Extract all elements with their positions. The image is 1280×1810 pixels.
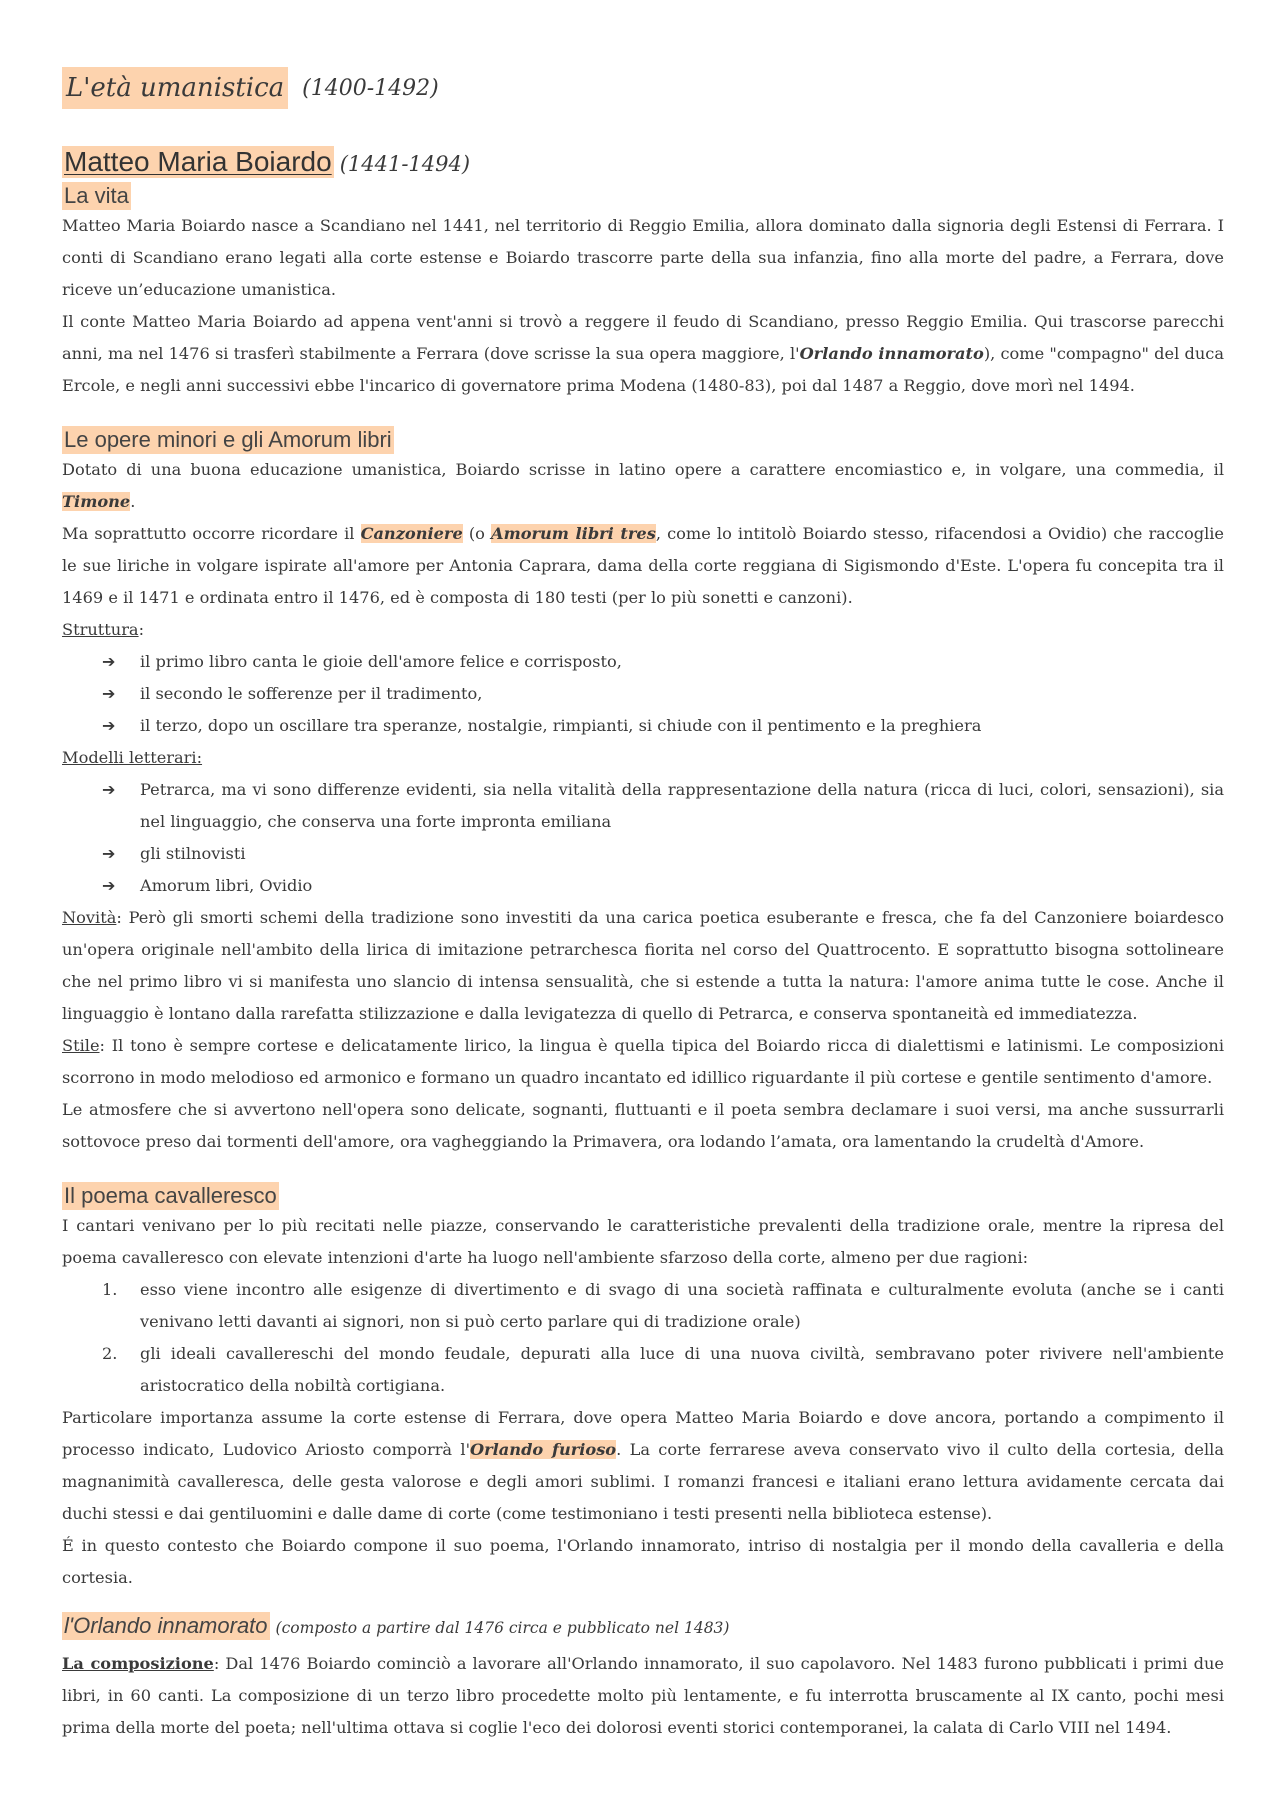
list-item bbox=[62, 710, 1224, 742]
document-page bbox=[62, 58, 1224, 1744]
orlando-heading-row bbox=[62, 1612, 1224, 1640]
opere-paragraph-1 bbox=[62, 454, 1224, 518]
list-item bbox=[62, 774, 1224, 838]
list-item-text: gli stilnovisti bbox=[140, 844, 246, 863]
section-poema bbox=[62, 1182, 1224, 1594]
text-span: . bbox=[130, 492, 136, 511]
list-item-text: il primo libro canta le gioie dell'amore felice e corrisposto, bbox=[140, 652, 622, 671]
composizione-label: La composizione bbox=[62, 1654, 214, 1673]
arrow-icon: ➔ bbox=[102, 716, 116, 735]
list-item-text: gli ideali cavallereschi del mondo feudale, depurati alla luce di una nuova civiltà, sembravano poter rivivere nell'ambiente aristocratico della nobiltà cortigiana. bbox=[140, 1344, 1224, 1395]
arrow-icon: ➔ bbox=[102, 876, 116, 895]
work-title-orlando-innamorato: Orlando innamorato bbox=[799, 344, 984, 363]
struttura-label-line bbox=[62, 614, 1224, 646]
section-heading-poema: Il poema cavalleresco bbox=[64, 1183, 277, 1208]
text-span: Il conte Matteo Maria Boiardo ad appena vent'anni si trovò a reggere il feudo di Scandiano, presso Reggio Emilia. Qui trascorse parecchi anni, ma nel 1476 si trasferì stabilmente a Ferrara (dove scrisse la sua opera maggiore, l' bbox=[62, 312, 1224, 363]
stile-paragraph bbox=[62, 1030, 1224, 1094]
author-name: Matteo Maria Boiardo bbox=[64, 146, 332, 177]
section-opere bbox=[62, 426, 1224, 1158]
poema-paragraph-1: I cantari venivano per lo più recitati nelle piazze, conservando le caratteristiche prevalenti della tradizione orale, mentre la ripresa del poema cavalleresco con elevate intenzioni d'arte ha luogo nell'ambiente sfarzoso della corte, almeno per due ragioni: bbox=[62, 1216, 1224, 1267]
novita-label: Novità bbox=[62, 908, 117, 927]
struttura-list bbox=[62, 646, 1224, 742]
text-span: Dotato di una buona educazione umanistica, Boiardo scrisse in latino opere a carattere encomiastico e, in volgare, una commedia, il bbox=[62, 460, 1224, 479]
text-span: Particolare importanza assume la corte estense di Ferrara, dove opera Matteo Maria Boiardo e dove ancora, portando a compimento il processo indicato, Ludovico Ariosto comporrà l' bbox=[62, 1408, 1224, 1459]
list-number: 2. bbox=[102, 1344, 118, 1363]
text-span: : Però gli smorti schemi della tradizione sono investiti da una carica poetica esuberante e fresca, che fa del Canzoniere boiardesco un'opera originale nell'ambito della lirica di imitazione petrarchesca fiorita nel corso del Quattrocento. E soprattutto bisogna sottolineare che nel primo libro vi si manifesta uno slancio di intensa sensualità, che si estende a tutta la natura: l'amore anima tutte le cose. Anche il linguaggio è lontano dalla rarefatta stilizzazione e dalla levigatezza di quello di Petrarca, e conserva spontaneità ed immediatezza. bbox=[62, 908, 1224, 1023]
list-item-text: esso viene incontro alle esigenze di divertimento e di svago di una società raffinata e culturalmente evoluta (anche se i canti venivano letti davanti ai signori, non si può certo parlare qui di tradizione orale) bbox=[140, 1280, 1224, 1331]
author-dates: (1441-1494) bbox=[339, 152, 471, 176]
orlando-subtitle: (composto a partire dal 1476 circa e pubblicato nel 1483) bbox=[275, 1619, 730, 1637]
list-item-text: il terzo, dopo un oscillare tra speranze, nostalgie, rimpianti, si chiude con il pentimento e la preghiera bbox=[140, 716, 982, 735]
section-vita bbox=[62, 182, 1224, 402]
arrow-icon: ➔ bbox=[102, 844, 116, 863]
text-span: : bbox=[138, 620, 145, 639]
stile-label: Stile bbox=[62, 1036, 100, 1055]
list-item bbox=[62, 1338, 1224, 1402]
struttura-label: Struttura bbox=[62, 620, 139, 639]
list-item bbox=[62, 678, 1224, 710]
text-span: : Dal 1476 Boiardo cominciò a lavorare all'Orlando innamorato, il suo capolavoro. Nel 1483 furono pubblicati i primi due libri, in 60 canti. La composizione di un terzo libro procedette molto più lentamente, e fu interrotta bruscamente al IX canto, pochi mesi prima della morte del poeta; nell'ultima ottava si coglie l'eco dei dolorosi eventi storici contemporanei, la calata di Carlo VIII nel 1494. bbox=[62, 1654, 1224, 1737]
arrow-icon: ➔ bbox=[102, 684, 116, 703]
section-heading-orlando: l'Orlando innamorato bbox=[64, 1613, 268, 1638]
text-span: . La corte ferrarese aveva conservato vivo il culto della cortesia, della magnanimità cavalleresca, delle gesta valorose e degli amori sublimi. I romanzi francesi e italiani erano lettura avidamente cercata dai duchi stessi e dai gentiluomini e dalle dame di corte (come testimoniano i testi presenti nella biblioteca estense). bbox=[62, 1440, 1225, 1523]
poema-paragraph-2 bbox=[62, 1402, 1224, 1530]
vita-paragraph-2 bbox=[62, 306, 1224, 402]
list-item-text: Amorum libri, Ovidio bbox=[140, 876, 313, 895]
opere-paragraph-2 bbox=[62, 518, 1224, 614]
work-title-timone: Timone bbox=[62, 492, 131, 511]
work-title-canzoniere: Canzoniere bbox=[360, 524, 463, 543]
page-title-dates: (1400-1492) bbox=[302, 75, 439, 101]
list-number: 1. bbox=[102, 1280, 118, 1299]
list-item bbox=[62, 838, 1224, 870]
text-span: : Il tono è sempre cortese e delicatamente lirico, la lingua è quella tipica del Boiardo ricca di dialettismi e latinismi. Le composizioni scorrono in modo melodioso ed armonico e formano un quadro incantato ed idillico riguardante il più cortese e gentile sentimento d'amore. bbox=[62, 1036, 1224, 1087]
list-item bbox=[62, 870, 1224, 902]
list-item bbox=[62, 646, 1224, 678]
list-item-text: il secondo le sofferenze per il tradimento, bbox=[140, 684, 483, 703]
modelli-list bbox=[62, 774, 1224, 902]
poema-paragraph-3: É in questo contesto che Boiardo compone il suo poema, l'Orlando innamorato, intriso di nostalgia per il mondo della cavalleria e della cortesia. bbox=[62, 1536, 1224, 1587]
composizione-paragraph bbox=[62, 1648, 1224, 1744]
author-heading bbox=[62, 146, 1224, 178]
work-title-amorum-libri: Amorum libri tres bbox=[491, 524, 656, 543]
page-title: L'età umanistica bbox=[62, 67, 288, 109]
modelli-label: Modelli letterari: bbox=[62, 748, 203, 767]
novita-paragraph bbox=[62, 902, 1224, 1030]
arrow-icon: ➔ bbox=[102, 780, 116, 799]
ragioni-list bbox=[62, 1274, 1224, 1402]
section-heading-vita: La vita bbox=[64, 183, 129, 208]
list-item-text: Petrarca, ma vi sono differenze evidenti, sia nella vitalità della rappresentazione della natura (ricca di luci, colori, sensazioni), sia nel linguaggio, che conserva una forte impronta emiliana bbox=[140, 780, 1224, 831]
list-item bbox=[62, 1274, 1224, 1338]
section-orlando bbox=[62, 1612, 1224, 1744]
text-span: , come lo intitolò Boiardo stesso, rifacendosi a Ovidio) che raccoglie le sue liriche in volgare ispirate all'amore per Antonia Caprara, dama della corte reggiana di Sigismondo d'Este. L'opera fu concepita tra il 1469 e il 1471 e ordinata entro il 1476, ed è composta di 180 testi (per lo più sonetti e canzoni). bbox=[62, 524, 1225, 607]
arrow-icon: ➔ bbox=[102, 652, 116, 671]
page-title-row bbox=[62, 58, 1224, 118]
text-span: (o bbox=[462, 524, 492, 543]
atmosfere-paragraph: Le atmosfere che si avvertono nell'opera sono delicate, sognanti, fluttuanti e il poeta sembra declamare i suoi versi, ma anche sussurrarli sottovoce preso dai tormenti dell'amore, ora vagheggiando la Primavera, ora lodando l’amata, ora lamentando la crudeltà d'Amore. bbox=[62, 1100, 1224, 1151]
work-title-orlando-furioso: Orlando furioso bbox=[470, 1440, 617, 1459]
text-span: ), come "compagno" del duca Ercole, e negli anni successivi ebbe l'incarico di governatore prima Modena (1480-83), poi dal 1487 a Reggio, dove morì nel 1494. bbox=[62, 344, 1224, 395]
section-heading-opere: Le opere minori e gli Amorum libri bbox=[64, 427, 392, 452]
vita-paragraph-1: Matteo Maria Boiardo nasce a Scandiano nel 1441, nel territorio di Reggio Emilia, allora dominato dalla signoria degli Estensi di Ferrara. I conti di Scandiano erano legati alla corte estense e Boiardo trascorre parte della sua infanzia, fino alla morte del padre, a Ferrara, dove riceve un’educazione umanistica. bbox=[62, 216, 1224, 299]
text-span: Ma soprattutto occorre ricordare il bbox=[62, 524, 361, 543]
modelli-label-line bbox=[62, 742, 1224, 774]
